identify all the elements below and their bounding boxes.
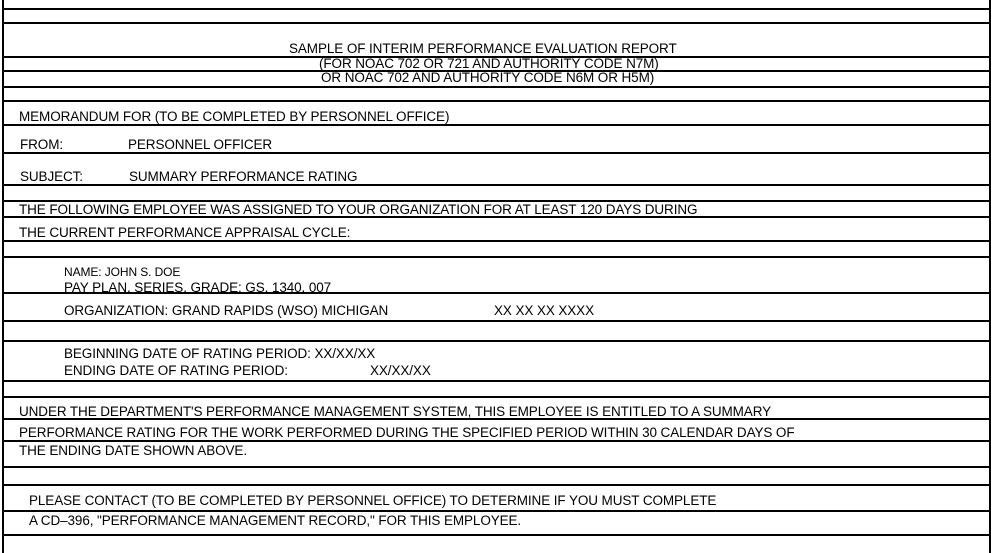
rule-para1-3: [2, 466, 991, 468]
rule-organization: [2, 320, 991, 322]
rule-subtitle-2: [2, 86, 991, 88]
rule-section-5: [2, 396, 991, 398]
report-subtitle-line2: OR NOAC 702 AND AUTHORITY CODE N6M OR H5M): [321, 70, 655, 85]
rule-section-4: [2, 340, 991, 342]
subject-label: SUBJECT:: [20, 169, 83, 184]
para1-line1: UNDER THE DEPARTMENT'S PERFORMANCE MANAGEMENT SYSTEM, THIS EMPLOYEE IS ENTITLED TO A SUMMARY: [19, 404, 772, 419]
beginning-date: BEGINNING DATE OF RATING PERIOD: XX/XX/XX: [64, 346, 376, 361]
subject-value: SUMMARY PERFORMANCE RATING: [129, 169, 358, 184]
para2-line1: PLEASE CONTACT (TO BE COMPLETED BY PERSONNEL OFFICE) TO DETERMINE IF YOU MUST COMPLETE: [29, 493, 717, 508]
rule-section-3: [2, 256, 991, 258]
para1-line3: THE ENDING DATE SHOWN ABOVE.: [19, 443, 247, 458]
rule-top-1: [2, 8, 991, 10]
rule-dates: [2, 380, 991, 382]
para1-line2: PERFORMANCE RATING FOR THE WORK PERFORMED DURING THE SPECIFIED PERIOD WITHIN 30 CALENDAR DAYS OF: [19, 425, 795, 440]
employee-org-code: XX XX XX XXXX: [494, 303, 594, 318]
rule-para2-2: [2, 534, 991, 536]
ending-date-value: XX/XX/XX: [370, 363, 431, 378]
form-right-border: [989, 0, 991, 553]
rule-section-1: [2, 100, 991, 102]
from-value: PERSONNEL OFFICER: [128, 137, 273, 152]
employee-name: NAME: JOHN S. DOE: [64, 265, 181, 279]
form-left-border: [2, 0, 4, 553]
memorandum-for: MEMORANDUM FOR (TO BE COMPLETED BY PERSONNEL OFFICE): [19, 109, 450, 124]
from-label: FROM:: [20, 137, 63, 152]
employee-pay-plan: PAY PLAN, SERIES, GRADE: GS, 1340, 007: [64, 280, 332, 295]
para2-line2: A CD–396, "PERFORMANCE MANAGEMENT RECORD," FOR THIS EMPLOYEE.: [29, 513, 522, 528]
report-subtitle-line1: (FOR NOAC 702 OR 721 AND AUTHORITY CODE N7M): [319, 56, 659, 71]
report-title: SAMPLE OF INTERIM PERFORMANCE EVALUATION REPORT: [289, 41, 677, 56]
intro-line1: THE FOLLOWING EMPLOYEE WAS ASSIGNED TO YOUR ORGANIZATION FOR AT LEAST 120 DAYS DURING: [19, 202, 698, 217]
rule-section-6: [2, 484, 991, 486]
intro-line2: THE CURRENT PERFORMANCE APPRAISAL CYCLE:: [19, 225, 351, 240]
rule-top-2: [2, 22, 991, 24]
rule-para2-1: [2, 510, 991, 512]
ending-date-label: ENDING DATE OF RATING PERIOD:: [64, 363, 288, 378]
employee-organization: ORGANIZATION: GRAND RAPIDS (WSO) MICHIGAN: [64, 303, 389, 318]
